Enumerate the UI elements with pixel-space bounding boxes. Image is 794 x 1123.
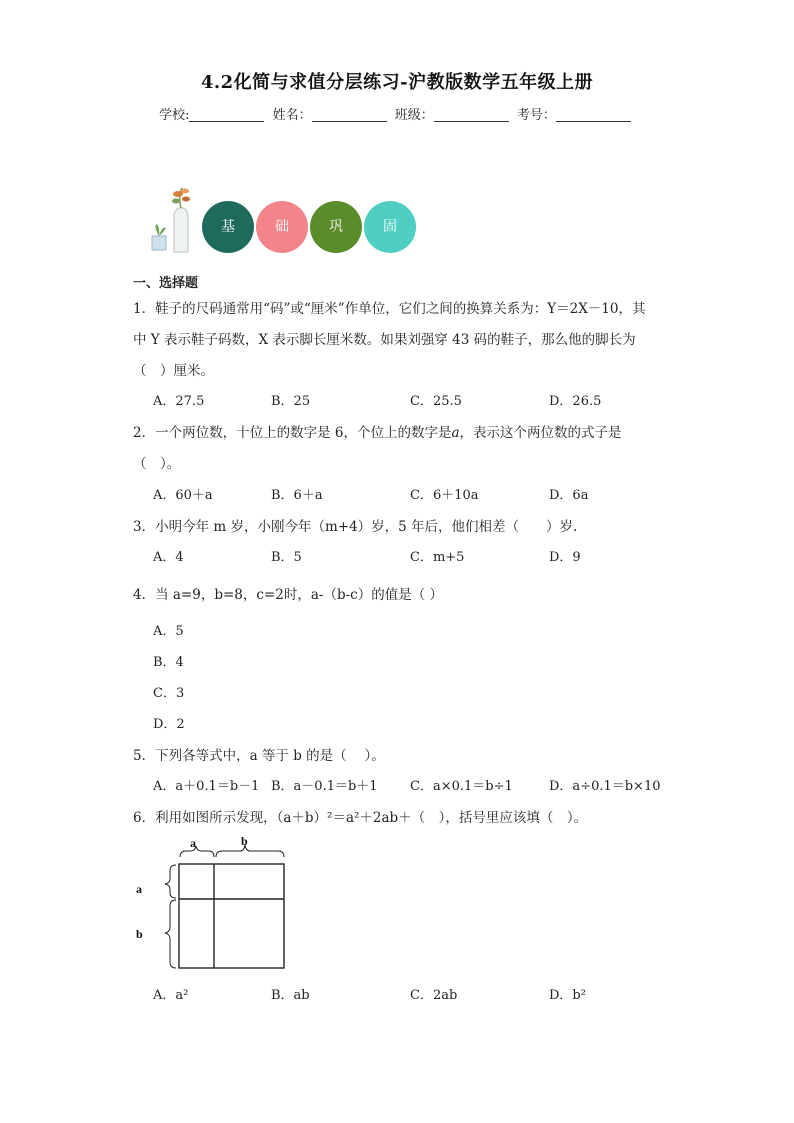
q6-option-d[interactable]: D．b² — [549, 988, 586, 1003]
banner-char-1: 基 — [202, 201, 254, 253]
class-blank[interactable] — [434, 108, 509, 122]
q5-option-d[interactable]: D．a÷0.1＝b×10 — [549, 779, 661, 794]
school-label: 学校: — [159, 108, 190, 123]
q4-option-a[interactable]: A．5 — [153, 624, 184, 639]
q2-option-c[interactable]: C．6＋10a — [410, 488, 479, 503]
banner-char-3: 巩 — [310, 201, 362, 253]
q2-line1: 2．一个两位数，十位上的数字是 6，个位上的数字是a，表示这个两位数的式子是 — [133, 425, 622, 441]
q1-line1: 1．鞋子的尺码通常用“码”或“厘米”作单位，它们之间的换算关系为：Y＝2X－10，其 — [133, 301, 646, 317]
school-blank[interactable] — [189, 108, 264, 122]
q6-option-a[interactable]: A．a² — [153, 988, 189, 1003]
q5-option-b[interactable]: B．a－0.1＝b＋1 — [271, 779, 378, 794]
section-heading: 一、选择题 — [133, 276, 199, 291]
q2-option-a[interactable]: A．60＋a — [153, 488, 213, 503]
q4-option-d[interactable]: D．2 — [153, 717, 185, 732]
q3-option-c[interactable]: C．m+5 — [410, 550, 465, 565]
exam-no-blank[interactable] — [556, 108, 631, 122]
banner-char-2: 础 — [256, 201, 308, 253]
q2-var: a — [451, 425, 460, 441]
page-title: 4.2化简与求值分层练习-沪教版数学五年级上册 — [200, 72, 594, 93]
q6-option-b[interactable]: B．ab — [271, 988, 310, 1003]
q4-text: 4．当 a=9，b=8，c=2时，a-（b-c）的值是（ ） — [133, 587, 443, 603]
exam-no-label: 考号： — [516, 108, 556, 123]
name-blank[interactable] — [312, 108, 387, 122]
q3-option-d[interactable]: D．9 — [549, 550, 581, 565]
q1-option-a[interactable]: A．27.5 — [153, 394, 205, 409]
q6-text: 6．利用如图所示发现，（a＋b）²＝a²＋2ab＋（ ），括号里应该填（ ）。 — [133, 810, 588, 826]
q2-option-b[interactable]: B．6＋a — [271, 488, 323, 503]
figure-label-top-b: b — [241, 834, 248, 848]
q5-text: 5．下列各等式中，a 等于 b 的是（ ）。 — [133, 748, 385, 764]
plant-vase-icon — [148, 186, 198, 254]
q3-option-a[interactable]: A．4 — [153, 550, 184, 565]
banner-char-4: 固 — [364, 201, 416, 253]
q5-option-c[interactable]: C．a×0.1＝b÷1 — [410, 779, 513, 794]
q3-option-b[interactable]: B．5 — [271, 550, 302, 565]
student-info-row — [0, 104, 794, 123]
q1-line2: 中 Y 表示鞋子码数，X 表示脚长厘米数。如果刘强穿 43 码的鞋子，那么他的脚长为 — [133, 332, 636, 348]
class-label: 班级： — [394, 108, 434, 123]
q1-option-d[interactable]: D．26.5 — [549, 394, 602, 409]
q5-option-a[interactable]: A．a＋0.1＝b－1 — [153, 779, 260, 794]
q1-option-b[interactable]: B．25 — [271, 394, 311, 409]
q3-text: 3．小明今年 m 岁，小刚今年（m+4）岁，5 年后，他们相差（ ）岁. — [133, 519, 578, 535]
q2-line2: （ ）。 — [133, 456, 181, 472]
q1-line3: （ ）厘米。 — [133, 363, 214, 379]
q6-option-c[interactable]: C．2ab — [410, 988, 458, 1003]
q1-option-c[interactable]: C．25.5 — [410, 394, 462, 409]
q2-option-d[interactable]: D．6a — [549, 488, 589, 503]
q4-option-b[interactable]: B．4 — [153, 655, 184, 670]
figure-label-left-a: a — [136, 882, 142, 896]
name-label: 姓名： — [272, 108, 312, 123]
q4-option-c[interactable]: C．3 — [153, 686, 185, 701]
figure-label-left-b: b — [136, 927, 143, 941]
figure-label-top-a: a — [190, 836, 196, 850]
square-figure — [130, 832, 295, 977]
